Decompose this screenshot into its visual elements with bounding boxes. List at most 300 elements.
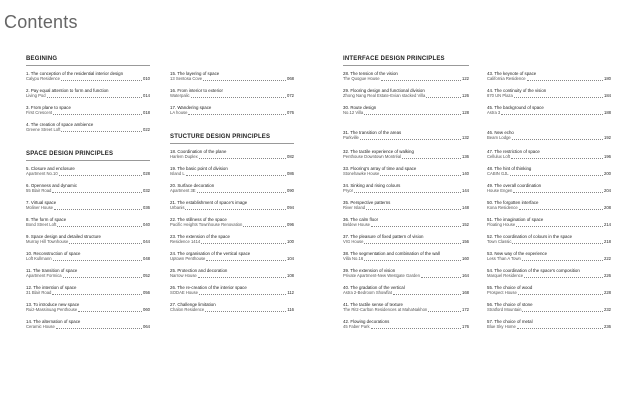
entry-page-number: 140 (462, 171, 469, 177)
entry-project-name: Calypu Residence (26, 76, 60, 82)
dot-leader (517, 328, 603, 329)
entry-project-name: 870 UN Plaza (487, 93, 513, 99)
entry-project-name: Floating House (487, 222, 516, 228)
dot-leader (393, 294, 461, 295)
entry-title: 27. Challenge limitation (170, 302, 216, 307)
entry-page-number: 236 (604, 324, 611, 330)
toc-entry[interactable] (343, 130, 469, 141)
entry-page-number: 226 (604, 273, 611, 279)
toc-entry[interactable] (487, 234, 611, 245)
entry-project-name: Residence 1414 (170, 239, 201, 245)
dot-leader (54, 209, 142, 210)
entry-title: 12. The intention of space (26, 285, 77, 290)
dot-leader (513, 192, 603, 193)
toc-entry[interactable] (343, 285, 469, 296)
toc-entry[interactable] (26, 251, 150, 262)
entry-title: 43. The keynote of space (487, 71, 537, 76)
entry-page-number: 122 (462, 76, 469, 82)
toc-entry[interactable] (170, 234, 294, 245)
dot-leader (518, 294, 603, 295)
section-heading (343, 56, 445, 62)
entry-project-line (26, 256, 150, 261)
entry-page-number: 168 (462, 290, 469, 296)
entry-title: 48. The hint of thinking (487, 166, 532, 171)
entry-project-line (26, 127, 150, 132)
entry-project-line (170, 188, 294, 193)
entry-project-name: Beldew House (343, 222, 371, 228)
section-heading (26, 56, 57, 62)
toc-entry[interactable] (170, 302, 294, 313)
dot-leader (354, 192, 461, 193)
section-heading (170, 134, 270, 140)
dot-leader (199, 158, 286, 159)
dot-leader (371, 226, 461, 227)
entry-title: 53. New way of the experience (487, 251, 548, 256)
entry-page-number: 036 (143, 205, 150, 211)
entry-project-line (170, 154, 294, 159)
entry-page-number: 076 (287, 110, 294, 116)
entry-project-name: 55 Blair Road (26, 188, 52, 194)
entry-project-line (487, 256, 611, 261)
toc-entry[interactable] (26, 302, 150, 313)
entry-project-line (343, 239, 469, 244)
entry-project-line (26, 110, 150, 115)
entry-project-line (343, 188, 469, 193)
entry-page-number: 232 (604, 307, 611, 313)
dot-leader (205, 311, 286, 312)
entry-title: 28. The tension of the vision (343, 71, 398, 76)
entry-title: 1. The conception of the residential interior design (26, 71, 124, 76)
toc-entry[interactable] (487, 268, 611, 279)
entry-project-name: Murray Hill Townhouse (26, 239, 69, 245)
entry-title: 45. The background of space (487, 105, 544, 110)
entry-project-name: Blue Sky Home (487, 324, 516, 330)
entry-project-name: Apartment 3E (170, 188, 196, 194)
entry-title: 25. Protection and decoration (170, 268, 228, 273)
entry-project-line (487, 135, 611, 140)
entry-page-number: 148 (462, 205, 469, 211)
dot-leader (59, 175, 142, 176)
entry-page-number: 044 (143, 239, 150, 245)
entry-project-name: Waterpalic (170, 93, 190, 99)
toc-entry[interactable] (170, 251, 294, 262)
entry-page-number: 112 (287, 290, 294, 296)
toc-entry[interactable] (343, 200, 469, 211)
entry-page-number: 048 (143, 256, 150, 262)
entry-project-line (170, 76, 294, 81)
entry-title: 14. The alternation of space (26, 319, 81, 324)
toc-entry[interactable] (26, 268, 150, 279)
entry-title: 20. Surface decoration (170, 183, 215, 188)
dot-leader (380, 175, 461, 176)
entry-project-line (343, 110, 469, 115)
toc-entry[interactable] (343, 268, 469, 279)
dot-leader (185, 209, 286, 210)
entry-page-number: 218 (604, 239, 611, 245)
section-heading (26, 151, 113, 157)
section-heading-text: STUCTURE DESIGN PRINCIPLES (170, 134, 271, 140)
dot-leader (421, 277, 461, 278)
entry-project-line (487, 93, 611, 98)
entry-page-number: 126 (462, 93, 469, 99)
entry-project-line (487, 290, 611, 295)
toc-entry[interactable] (170, 105, 294, 116)
toc-entry[interactable] (170, 88, 294, 99)
entry-project-name: VIG House (343, 239, 364, 245)
toc-entry[interactable] (343, 71, 469, 82)
dot-leader (56, 328, 142, 329)
entry-page-number: 086 (287, 171, 294, 177)
toc-entry[interactable] (487, 251, 611, 262)
entry-project-line (343, 324, 469, 329)
entry-project-name: No.12 Villa (343, 110, 364, 116)
entry-page-number: 156 (462, 239, 469, 245)
entry-project-line (170, 307, 294, 312)
dot-leader (366, 209, 461, 210)
dot-leader (61, 80, 142, 81)
toc-entry[interactable] (26, 166, 150, 177)
toc-entry[interactable] (487, 88, 611, 99)
entry-page-number: 160 (462, 256, 469, 262)
dot-leader (522, 311, 603, 312)
entry-page-number: 052 (143, 273, 150, 279)
entry-project-name: The Ritz-Carlton Residences at MahaNakhon (343, 307, 428, 313)
page-title: Contents (4, 12, 78, 32)
dot-leader (364, 260, 461, 261)
entry-project-name: The Quogue House (343, 76, 380, 82)
toc-entry[interactable] (487, 130, 611, 141)
toc-entry[interactable] (487, 71, 611, 82)
entry-title: 13. To introduce new space (26, 302, 80, 307)
entry-project-line (170, 290, 294, 295)
entry-project-line (170, 171, 294, 176)
toc-entry[interactable] (170, 200, 294, 211)
entry-project-line (170, 93, 294, 98)
dot-leader (69, 243, 142, 244)
entry-page-number: 208 (604, 205, 611, 211)
entry-project-name: Less Than A Town (487, 256, 521, 262)
entry-page-number: 188 (604, 110, 611, 116)
entry-project-name: California Residence (487, 76, 526, 82)
toc-entry[interactable] (26, 105, 150, 116)
toc-entry[interactable] (26, 285, 150, 296)
entry-project-line (343, 76, 469, 81)
toc-entry[interactable] (487, 319, 611, 330)
entry-project-name: Apartment No.10 (26, 171, 58, 177)
entry-title: 42. Flowing decorations (343, 319, 390, 324)
dot-leader (510, 175, 603, 176)
section-heading-text: BEGINING (26, 56, 58, 62)
toc-entry[interactable] (26, 234, 150, 245)
entry-page-number: 082 (287, 154, 294, 160)
entry-project-name: 45 Faber Park (343, 324, 370, 330)
entry-project-line (170, 222, 294, 227)
dot-leader (512, 139, 603, 140)
entry-title: 4. The creation of space ambience (26, 122, 94, 127)
section-rule (170, 143, 294, 144)
entry-title: 29. Flooring design and functional division (343, 88, 425, 93)
entry-project-name: Chalon Residence (170, 307, 205, 313)
entry-title: 52. The coordination of colours in the space (487, 234, 573, 239)
dot-leader (78, 311, 142, 312)
entry-title: 11. The transition of space (26, 268, 78, 273)
entry-title: 47. The restriction of space (487, 149, 540, 154)
dot-leader (426, 97, 461, 98)
dot-leader (201, 243, 286, 244)
toc-entry[interactable] (487, 285, 611, 296)
toc-entry[interactable] (170, 268, 294, 279)
section-rule (26, 65, 150, 66)
entry-project-name: Prospect House (487, 290, 517, 296)
entry-project-name: Apartment Formica (26, 273, 62, 279)
dot-leader (197, 192, 286, 193)
entry-project-line (26, 222, 150, 227)
entry-title: 49. The overall coordination (487, 183, 542, 188)
entry-title: 36. The calm floor (343, 217, 379, 222)
toc-entry[interactable] (170, 183, 294, 194)
toc-entry[interactable] (343, 217, 469, 228)
entry-title: 30. Route design (343, 105, 377, 110)
entry-project-line (487, 205, 611, 210)
toc-entry[interactable] (487, 183, 611, 194)
entry-page-number: 192 (604, 135, 611, 141)
entry-project-line (343, 290, 469, 295)
entry-project-name: First Crescent (26, 110, 53, 116)
entry-project-line (26, 188, 150, 193)
dot-leader (522, 260, 603, 261)
entry-project-line (487, 273, 611, 278)
entry-project-name: Ceramic House (26, 324, 55, 330)
entry-title: 17. Wandering space (170, 105, 212, 110)
entry-page-number: 014 (143, 93, 150, 99)
entry-project-name: Kona Residence (487, 205, 518, 211)
toc-entry[interactable] (26, 183, 150, 194)
entry-page-number: 104 (287, 256, 294, 262)
dot-leader (519, 209, 603, 210)
dot-leader (524, 277, 603, 278)
toc-entry[interactable] (343, 302, 469, 313)
toc-entry[interactable] (343, 183, 469, 194)
entry-project-name: Marquel Residence (487, 273, 524, 279)
dot-leader (381, 80, 461, 81)
entry-page-number: 196 (604, 154, 611, 160)
entry-page-number: 032 (143, 188, 150, 194)
entry-page-number: 204 (604, 188, 611, 194)
toc-entry[interactable] (343, 88, 469, 99)
entry-page-number: 072 (287, 93, 294, 99)
entry-project-name: Pryor (343, 188, 354, 194)
dot-leader (47, 97, 142, 98)
entry-project-name: Private Apartment-New Westgate Garden (343, 273, 420, 279)
entry-project-line (487, 239, 611, 244)
entry-page-number: 096 (287, 222, 294, 228)
entry-title: 57. The choice of metal (487, 319, 533, 324)
toc-entry[interactable] (487, 302, 611, 313)
entry-project-name: Pacific Heights Townhouse Renovation (170, 222, 243, 228)
entry-title: 10. Reconstruction of space (26, 251, 81, 256)
toc-entry[interactable] (487, 105, 611, 116)
entry-title: 33. Flooring's array of time and space (343, 166, 417, 171)
entry-project-name: Urbanis (170, 205, 185, 211)
entry-project-name: Loft Kullmann (26, 256, 52, 262)
entry-project-line (487, 171, 611, 176)
entry-title: 16. From interior to exterior (170, 88, 223, 93)
dot-leader (188, 114, 286, 115)
entry-project-line (170, 205, 294, 210)
entry-project-line (26, 324, 150, 329)
entry-title: 22. The stillness of the space (170, 217, 227, 222)
entry-page-number: 116 (287, 307, 294, 313)
entry-title: 23. The extension of the space (170, 234, 230, 239)
entry-project-line (343, 154, 469, 159)
toc-entry[interactable] (26, 217, 150, 228)
dot-leader (53, 114, 142, 115)
entry-project-line (343, 273, 469, 278)
entry-page-number: 132 (462, 135, 469, 141)
dot-leader (364, 114, 461, 115)
entry-project-name: River Island (343, 205, 366, 211)
entry-project-line (26, 307, 150, 312)
entry-project-name: 13 Sentosa Cove (170, 76, 203, 82)
entry-project-name: Beam Lodge (487, 135, 511, 141)
toc-entry[interactable] (487, 217, 611, 228)
dot-leader (511, 158, 603, 159)
toc-entry[interactable] (170, 285, 294, 296)
toc-entry[interactable] (170, 149, 294, 160)
entry-project-line (26, 290, 150, 295)
toc-entry[interactable] (343, 166, 469, 177)
entry-project-line (487, 110, 611, 115)
entry-project-name: Astra 3 (487, 110, 501, 116)
entry-project-name: SODAE House (170, 290, 198, 296)
toc-entry[interactable] (487, 166, 611, 177)
entry-page-number: 164 (462, 273, 469, 279)
toc-entry[interactable] (487, 200, 611, 211)
entry-page-number: 228 (604, 290, 611, 296)
entry-page-number: 152 (462, 222, 469, 228)
entry-page-number: 136 (462, 154, 469, 160)
entry-title: 38. The segmentation and combination of the wall (343, 251, 440, 256)
entry-project-name: House Engen (487, 188, 513, 194)
entry-project-name: Harlem Duplex (170, 154, 198, 160)
entry-page-number: 022 (143, 127, 150, 133)
toc-entry[interactable] (26, 122, 150, 133)
entry-page-number: 214 (604, 222, 611, 228)
entry-page-number: 128 (462, 110, 469, 116)
entry-project-line (26, 273, 150, 278)
dot-leader (512, 243, 603, 244)
entry-title: 39. The extension of vision (343, 268, 396, 273)
dot-leader (243, 226, 286, 227)
entry-project-name: Stratford Mountain (487, 307, 522, 313)
section-heading-text: SPACE DESIGN PRINCIPLES (26, 151, 114, 157)
dot-leader (52, 294, 142, 295)
dot-leader (360, 139, 461, 140)
entry-title: 9. Space design and detailed structure (26, 234, 101, 239)
entry-page-number: 056 (143, 290, 150, 296)
entry-page-number: 090 (287, 188, 294, 194)
entry-page-number: 018 (143, 110, 150, 116)
toc-entry[interactable] (343, 319, 469, 330)
entry-title: 54. The coordination of the space's composition (487, 268, 580, 273)
toc-entry[interactable] (487, 149, 611, 160)
entry-title: 41. The tactile sense of texture (343, 302, 403, 307)
entry-title: 8. The form of space (26, 217, 67, 222)
entry-project-name: 31 Blair Road (26, 290, 52, 296)
entry-page-number: 184 (604, 93, 611, 99)
dot-leader (428, 311, 461, 312)
toc-entry[interactable] (26, 88, 150, 99)
entry-title: 51. The imagination of space (487, 217, 544, 222)
entry-project-line (487, 307, 611, 312)
entry-project-line (487, 324, 611, 329)
toc-entry[interactable] (343, 234, 469, 245)
dot-leader (206, 260, 286, 261)
entry-title: 6. Openness and dynamic (26, 183, 78, 188)
dot-leader (402, 158, 461, 159)
entry-page-number: 200 (604, 171, 611, 177)
entry-page-number: 100 (287, 239, 294, 245)
entry-page-number: 176 (462, 324, 469, 330)
entry-title: 15. The layering of space (170, 71, 220, 76)
entry-title: 44. The continuity of the vision (487, 88, 547, 93)
entry-project-line (343, 307, 469, 312)
entry-page-number: 180 (604, 76, 611, 82)
toc-entry[interactable] (26, 71, 150, 82)
entry-project-name: Uptown Penthouse (170, 256, 206, 262)
toc-entry[interactable] (343, 149, 469, 160)
entry-project-line (343, 135, 469, 140)
dot-leader (191, 97, 286, 98)
entry-page-number: 108 (287, 273, 294, 279)
dot-leader (52, 192, 142, 193)
toc-entry[interactable] (170, 71, 294, 82)
entry-title: 24. The organisation of the vertical space (170, 251, 251, 256)
entry-project-name: Moliner House (26, 205, 53, 211)
entry-title: 18. Coordination of the plane (170, 149, 227, 154)
entry-title: 40. The gradation of the vertical (343, 285, 405, 290)
toc-entry[interactable] (343, 105, 469, 116)
section-rule (26, 160, 150, 161)
entry-title: 26. The re-creation of the interior space (170, 285, 247, 290)
entry-project-line (26, 205, 150, 210)
toc-entry[interactable] (170, 217, 294, 228)
entry-project-line (343, 171, 469, 176)
dot-leader (516, 226, 603, 227)
toc-entry[interactable] (26, 200, 150, 211)
entry-project-name: Narrow House (170, 273, 197, 279)
toc-entry[interactable] (343, 251, 469, 262)
toc-entry[interactable] (170, 166, 294, 177)
entry-project-line (343, 256, 469, 261)
entry-title: 31. The transition of the areas (343, 130, 402, 135)
entry-title: 35. Perspective patterns (343, 200, 391, 205)
dot-leader (63, 277, 142, 278)
entry-page-number: 222 (604, 256, 611, 262)
entry-project-line (343, 205, 469, 210)
entry-project-line (26, 171, 150, 176)
entry-title: 46. New echo (487, 130, 514, 135)
entry-title: 2. Pay equal attention to form and function (26, 88, 109, 93)
toc-entry[interactable] (26, 319, 150, 330)
entry-page-number: 172 (462, 307, 469, 313)
dot-leader (186, 175, 286, 176)
entry-project-line (487, 188, 611, 193)
dot-leader (371, 328, 461, 329)
entry-project-line (487, 222, 611, 227)
entry-title: 32. The tactile experience of walking (343, 149, 414, 154)
dot-leader (501, 114, 603, 115)
